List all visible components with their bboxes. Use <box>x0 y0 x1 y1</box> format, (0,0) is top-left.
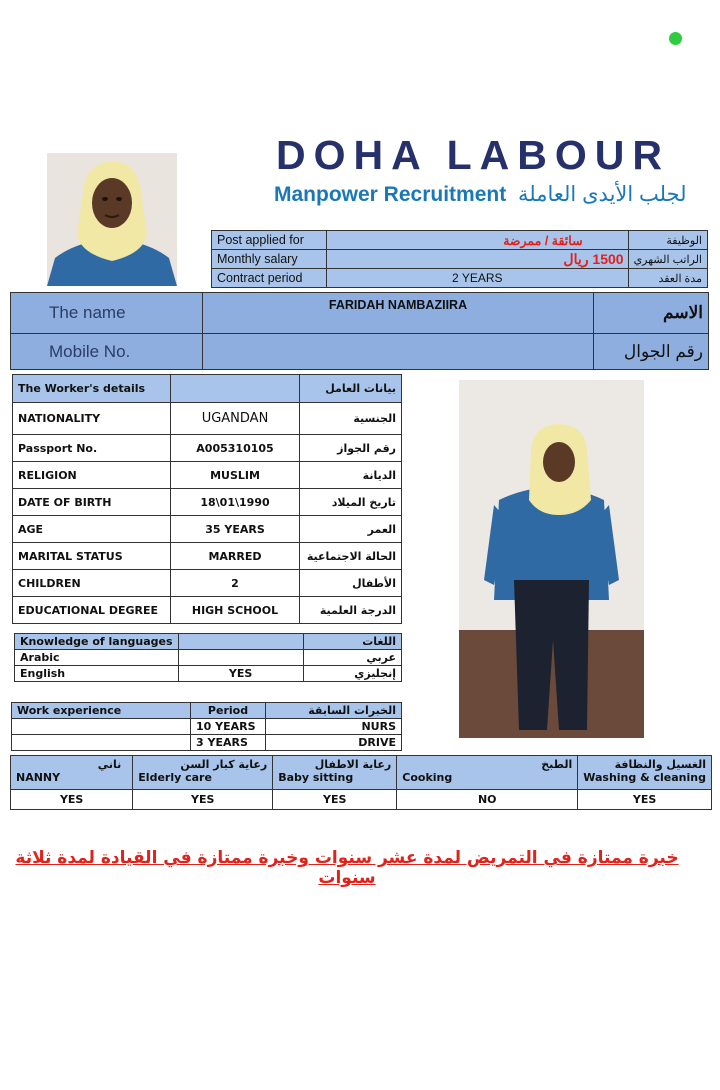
experience-job: NURS <box>266 719 402 735</box>
salary-value: 1500 ريال <box>327 250 629 269</box>
detail-label-ar: الديانة <box>300 462 402 489</box>
details-row <box>13 435 402 462</box>
language-value <box>178 650 303 666</box>
detail-label-ar: العمر <box>300 516 402 543</box>
experience-header <box>12 703 402 719</box>
skills-table <box>10 755 712 810</box>
languages-header-ar: اللغات <box>303 634 401 650</box>
name-value: FARIDAH NAMBAZIIRA <box>203 293 594 334</box>
detail-value: 18\01\1990 <box>171 489 300 516</box>
status-dot-icon <box>669 32 682 45</box>
contract-label-ar: مدة العقد <box>628 269 707 288</box>
experience-header-en: Work experience <box>12 703 191 719</box>
detail-label-ar: تاريخ الميلاد <box>300 489 402 516</box>
skill-header <box>397 756 578 790</box>
mobile-value <box>203 334 594 370</box>
skill-value: YES <box>578 790 712 810</box>
logo-subtitle-en: Manpower Recruitment <box>274 183 507 206</box>
details-row <box>13 516 402 543</box>
name-label-ar: الاسم <box>594 293 709 334</box>
skill-label-ar: رعاية الاطفال <box>314 758 392 771</box>
detail-label: AGE <box>13 516 171 543</box>
details-row <box>13 462 402 489</box>
detail-label-ar: الجنسية <box>300 403 402 435</box>
details-row <box>13 489 402 516</box>
salary-label-ar: الراتب الشهري <box>628 250 707 269</box>
detail-label-ar: الدرجة العلمية <box>300 597 402 624</box>
post-row <box>212 231 708 250</box>
languages-header-en: Knowledge of languages <box>15 634 179 650</box>
detail-label: NATIONALITY <box>13 403 171 435</box>
mobile-row <box>11 334 709 370</box>
language-label: Arabic <box>15 650 179 666</box>
salary-label-en: Monthly salary <box>212 250 327 269</box>
skill-header <box>273 756 397 790</box>
skill-header <box>578 756 712 790</box>
skill-label: NANNY <box>16 771 61 784</box>
language-label-ar: عربي <box>303 650 401 666</box>
skills-header <box>11 756 712 790</box>
experience-row <box>12 735 402 751</box>
skill-label: Baby sitting <box>278 771 354 784</box>
experience-period: 3 YEARS <box>191 735 266 751</box>
contract-row <box>212 269 708 288</box>
detail-label: CHILDREN <box>13 570 171 597</box>
language-value: YES <box>178 666 303 682</box>
detail-label: MARITAL STATUS <box>13 543 171 570</box>
detail-label-ar: الحالة الاجتماعية <box>300 543 402 570</box>
experience-period: 10 YEARS <box>191 719 266 735</box>
experience-note: خبرة ممتازة في التمريض لمدة عشر سنوات وخبرة ممتازة في القيادة لمدة ثلاثة سنوات <box>15 848 679 888</box>
worker-details-table <box>12 374 402 624</box>
name-label: The name <box>11 293 203 334</box>
details-header-ar: بيانات العامل <box>300 375 402 403</box>
detail-label: EDUCATIONAL DEGREE <box>13 597 171 624</box>
detail-label: RELIGION <box>13 462 171 489</box>
logo-title: DOHA LABOUR <box>276 132 670 178</box>
contract-label-en: Contract period <box>212 269 327 288</box>
detail-label-ar: رقم الجواز <box>300 435 402 462</box>
logo-subtitle-ar: لجلب الأيدى العاملة <box>518 183 687 206</box>
salary-row <box>212 250 708 269</box>
language-row <box>15 650 402 666</box>
skill-value: YES <box>133 790 273 810</box>
post-table <box>211 230 708 288</box>
detail-value: MARRED <box>171 543 300 570</box>
skill-label: Cooking <box>402 771 453 784</box>
post-value: سائقة / ممرضة <box>327 231 629 250</box>
detail-label: Passport No. <box>13 435 171 462</box>
details-row <box>13 597 402 624</box>
detail-value: UGANDAN <box>171 403 300 435</box>
skill-label-ar: رعاية كبار السن <box>180 758 268 771</box>
language-label-ar: إنجليزي <box>303 666 401 682</box>
experience-table <box>11 702 402 751</box>
skill-header <box>11 756 133 790</box>
mobile-label: Mobile No. <box>11 334 203 370</box>
skill-value: NO <box>397 790 578 810</box>
contract-value: 2 YEARS <box>327 269 629 288</box>
logo-subtitle <box>274 182 687 207</box>
experience-row <box>12 719 402 735</box>
skill-label: Elderly care <box>138 771 212 784</box>
post-label-ar: الوظيفة <box>628 231 707 250</box>
detail-label-ar: الأطفال <box>300 570 402 597</box>
detail-value: A005310105 <box>171 435 300 462</box>
details-row <box>13 570 402 597</box>
details-row <box>13 403 402 435</box>
details-header-en: The Worker's details <box>13 375 171 403</box>
details-header <box>13 375 402 403</box>
detail-value: 2 <box>171 570 300 597</box>
skill-header <box>133 756 273 790</box>
detail-value: HIGH SCHOOL <box>171 597 300 624</box>
languages-table <box>14 633 402 682</box>
experience-job: DRIVE <box>266 735 402 751</box>
portrait-photo <box>47 153 177 286</box>
skill-label-ar: الغسيل والنظافة <box>614 758 706 771</box>
language-row <box>15 666 402 682</box>
skill-label-ar: الطبخ <box>541 758 573 771</box>
full-body-photo <box>459 380 644 738</box>
experience-header-period: Period <box>191 703 266 719</box>
detail-value: 35 YEARS <box>171 516 300 543</box>
detail-value: MUSLIM <box>171 462 300 489</box>
skill-label: Washing & cleaning <box>583 771 706 784</box>
details-row <box>13 543 402 570</box>
language-label: English <box>15 666 179 682</box>
skill-value: YES <box>273 790 397 810</box>
identity-table <box>10 292 709 370</box>
languages-header <box>15 634 402 650</box>
skill-label-ar: ناني <box>97 758 122 771</box>
experience-header-ar: الخبرات السابقة <box>266 703 402 719</box>
skill-value: YES <box>11 790 133 810</box>
detail-label: DATE OF BIRTH <box>13 489 171 516</box>
name-row <box>11 293 709 334</box>
mobile-label-ar: رقم الجوال <box>594 334 709 370</box>
skills-values-row <box>11 790 712 810</box>
post-label-en: Post applied for <box>212 231 327 250</box>
